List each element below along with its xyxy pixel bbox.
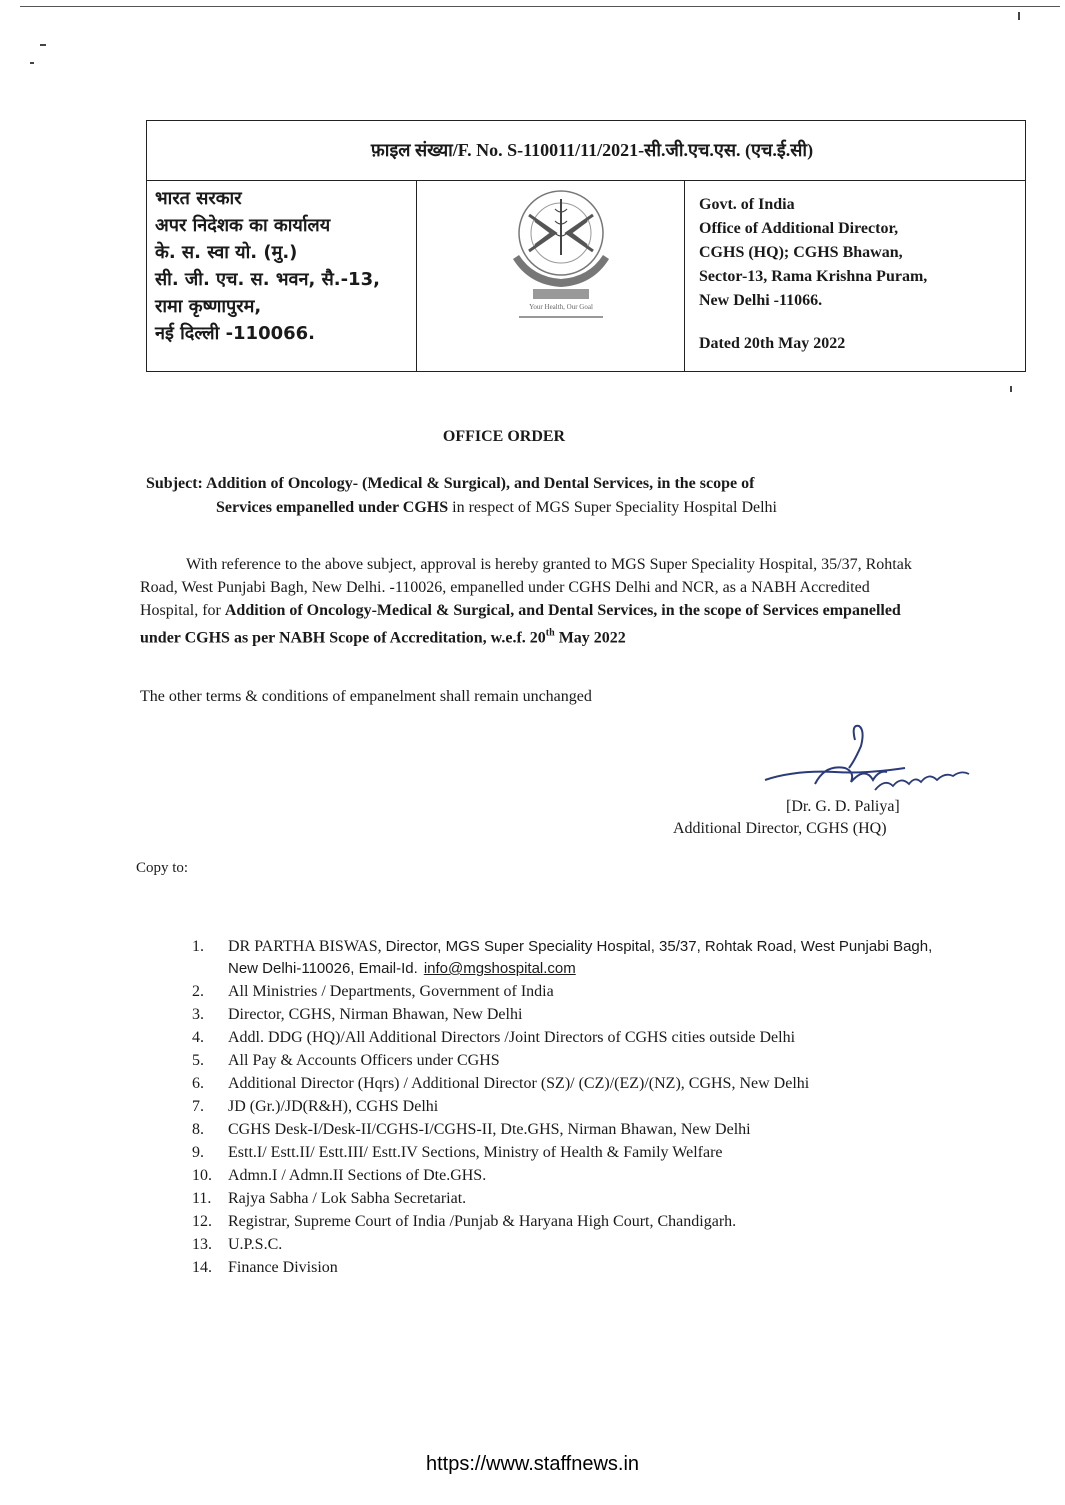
footer-url-link[interactable]: https://www.staffnews.in [425, 1453, 640, 1475]
hindi-address-line: नई दिल्ली -110066. [155, 323, 316, 344]
english-address-line: Sector-13, Rama Krishna Puram, [699, 268, 928, 285]
list-item [192, 1119, 952, 1141]
list-item-text: Finance Division [228, 1259, 338, 1276]
subject-label: Subject: [146, 475, 203, 492]
list-item-number: 2. [192, 983, 204, 1000]
list-item [192, 1234, 952, 1256]
cghs-logo [499, 185, 623, 331]
list-item-text: DR PARTHA BISWAS, [228, 938, 386, 955]
order-body [140, 553, 920, 649]
copy-to-list [192, 936, 952, 1280]
order-title: OFFICE ORDER [442, 428, 566, 445]
list-item [192, 1257, 952, 1279]
scan-speck [1010, 386, 1012, 392]
list-item-number: 7. [192, 1098, 204, 1115]
english-address [685, 181, 1025, 371]
body-sup: th [545, 628, 555, 639]
subject-block [146, 472, 906, 520]
list-item-text: All Ministries / Departments, Government of India [228, 983, 554, 1000]
hindi-address-line: अपर निदेशक का कार्यालय [155, 215, 331, 236]
list-item-number: 14. [192, 1259, 212, 1276]
list-item-text: CGHS Desk-I/Desk-II/CGHS-I/CGHS-II, Dte.GHS, Nirman Bhawan, New Delhi [228, 1121, 751, 1138]
list-item [192, 1073, 952, 1095]
list-item-number: 9. [192, 1144, 204, 1161]
body-bold-text: Addition of Oncology-Medical & Surgical, and Dental Services, in the scope of Services empanelled under CGHS as per NABH Scope of Accreditation, w.e.f. 20 [140, 602, 901, 647]
terms-text: The other terms & conditions of empanelment shall remain unchanged [140, 688, 592, 705]
subject-line-1: Addition of Oncology- (Medical & Surgical), and Dental Services, in the scope of [206, 475, 755, 492]
list-item [192, 1027, 952, 1049]
body-tail: May 2022 [554, 629, 626, 647]
file-number-row [147, 121, 1025, 181]
file-number: फ़ाइल संख्या/F. No. S-110011/11/2021-सी.जी.एच.एस. (एच.ई.सी) [370, 140, 814, 160]
list-item [192, 1165, 952, 1187]
list-item-number: 5. [192, 1052, 204, 1069]
signatory-name: [Dr. G. D. Paliya] [786, 798, 900, 815]
hindi-address [147, 181, 417, 371]
english-address-line: Govt. of India [699, 196, 795, 213]
english-address-line: New Delhi -11066. [699, 292, 823, 309]
list-item [192, 936, 952, 980]
signatory-designation: Additional Director, CGHS (HQ) [673, 820, 887, 837]
list-item-number: 8. [192, 1121, 204, 1138]
scan-speck [1018, 12, 1020, 20]
list-item-text: Director, MGS Super Speciality Hospital, 35/37, Rohtak Road, West Punjabi Bagh, New Delhi-110026, Email-Id. [228, 938, 933, 977]
list-item-text: All Pay & Accounts Officers under CGHS [228, 1052, 500, 1069]
list-item [192, 1050, 952, 1072]
scan-speck [40, 44, 46, 46]
list-item-text: Registrar, Supreme Court of India /Punjab & Haryana High Court, Chandigarh. [228, 1213, 737, 1230]
list-item-text: Rajya Sabha / Lok Sabha Secretariat. [228, 1190, 467, 1207]
list-item-number: 4. [192, 1029, 204, 1046]
list-item [192, 981, 952, 1003]
list-item-number: 3. [192, 1006, 204, 1023]
email-link[interactable]: info@mgshospital.com [423, 960, 576, 977]
list-item-text: Admn.I / Admn.II Sections of Dte.GHS. [228, 1167, 487, 1184]
list-item [192, 1142, 952, 1164]
subject-line-2-bold: Services empanelled under CGHS [216, 499, 449, 516]
hindi-address-line: भारत सरकार [155, 188, 242, 209]
logo-caption: Your Health, Our Goal [529, 303, 593, 311]
english-address-line: CGHS (HQ); CGHS Bhawan, [699, 244, 903, 261]
list-item-number: 6. [192, 1075, 204, 1092]
body-text: With reference to the above subject, approval is hereby granted to MGS Super Speciality Hospital, 35/37, Rohtak Road, West Punjabi Bagh, New Delhi. -110026, empanelled under CGHS Delhi and NCR, as a NABH Accredited Hospital, for [140, 556, 912, 619]
scan-speck [30, 62, 34, 64]
list-item-text: JD (Gr.)/JD(R&H), CGHS Delhi [228, 1098, 439, 1115]
list-item-number: 1. [192, 938, 204, 955]
handwritten-signature [755, 720, 985, 800]
list-item-text: Additional Director (Hqrs) / Additional Director (SZ)/ (CZ)/(EZ)/(NZ), CGHS, New Delhi [228, 1075, 810, 1092]
letterhead-table [146, 120, 1026, 372]
list-item-text: Director, CGHS, Nirman Bhawan, New Delhi [228, 1006, 523, 1023]
hindi-address-line: के. स. स्वा यो. (मु.) [155, 242, 298, 263]
list-item [192, 1004, 952, 1026]
list-item-number: 11. [192, 1190, 212, 1207]
list-item-text: Estt.I/ Estt.II/ Estt.III/ Estt.IV Sections, Ministry of Health & Family Welfare [228, 1144, 723, 1161]
list-item-text: Addl. DDG (HQ)/All Additional Directors /Joint Directors of CGHS cities outside Delhi [228, 1029, 796, 1046]
hindi-address-line: सी. जी. एच. स. भवन, सै.-13, [155, 269, 380, 290]
list-item [192, 1211, 952, 1233]
hindi-address-line: रामा कृष्णापुरम, [155, 296, 262, 317]
list-item [192, 1188, 952, 1210]
logo-cell [417, 181, 685, 371]
english-address-line: Office of Additional Director, [699, 220, 899, 237]
list-item-number: 10. [192, 1167, 212, 1184]
scan-edge-line [20, 6, 1060, 7]
copy-to-label: Copy to: [136, 860, 189, 876]
list-item-number: 13. [192, 1236, 212, 1253]
subject-line-2-rest: in respect of MGS Super Speciality Hospital Delhi [448, 499, 777, 516]
date-line: Dated 20th May 2022 [699, 335, 846, 352]
list-item-number: 12. [192, 1213, 212, 1230]
list-item [192, 1096, 952, 1118]
list-item-text: U.P.S.C. [228, 1236, 283, 1253]
